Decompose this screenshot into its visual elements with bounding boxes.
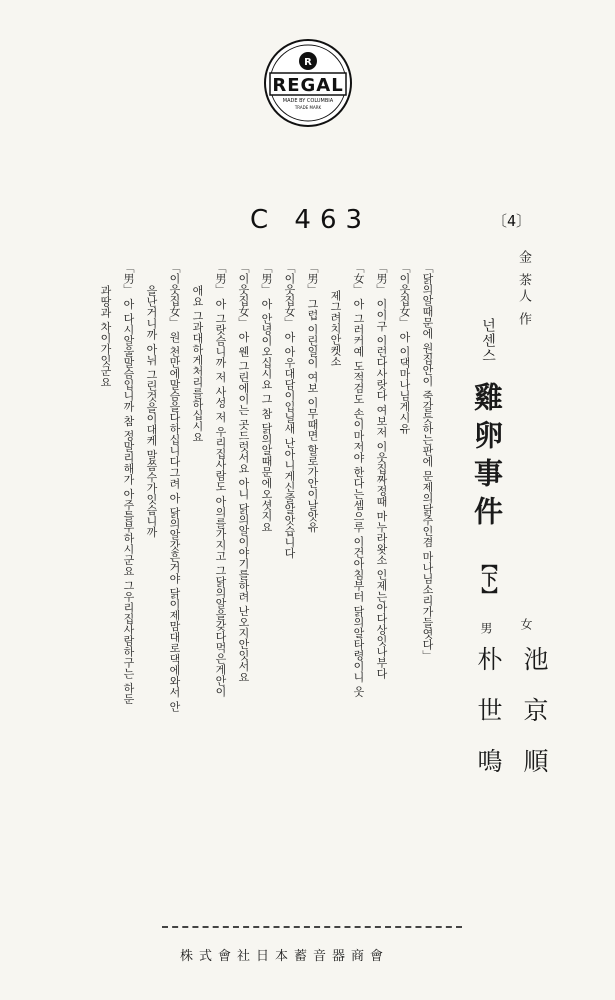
logo-subline-2: TRADE MARK [294,105,322,110]
script-line: 「女」 아 그러커예 도적검도 손이마저야 한다는셈으루 이건아침부터 닭의알타령이니 웃 [352,262,365,697]
footer-divider [162,926,462,928]
cast-name-male: 朴世鳴 [474,646,503,799]
script-line: 「이웃집女」 아 웬 그린에이는 곳드럿서요 아니 닭의알이야기를하려 난오지안잇서요 [237,262,250,683]
genre-label: 넌센스 [480,318,496,363]
publisher-name: 株式會社日本蓄音器商會 [180,949,390,964]
script-line: 「男」 그럽 이린일이 여보 이무때면 할로가안이날앗유 [306,262,319,533]
script-line: 「男」 아 그랏슴니까 저 사성 저 우리집사람도 아의를가지고 그닭의알을갖다먹은게안이 [214,262,227,697]
script-line: 「男」 아 다시알울말슴입니까 참 정말리해가 아주틀부하시군요 그우리집사람하구는 하둔 [122,262,135,705]
cast-role-male: 男 [479,622,493,634]
script-line: 「이웃집女」 원 천만에말슴을다하십니다그려 아 닭의알갓흔거야 닭이제맘대로댁에와서 안 [168,262,181,712]
cast-name-female: 池京順 [520,646,549,799]
regal-logo [263,38,353,128]
script-line: 을난거니까 아뉘 그린것을이대케 말씀수가잇슴니까 [145,285,158,538]
script-line: 「이웃집女」 아 이댁마나님게시유 [398,262,411,434]
work-title: 雞卵事件 [470,382,504,534]
script-line: 과땅과 차이가잇군요 [99,285,112,388]
catalog-number: C 463 [250,205,372,235]
script-line: 「이웃집女」 아 아우대담이입닐새 난아니게신줄알앗습니다 [283,262,296,559]
script-line: 제그려치안켓소 [329,290,342,367]
cast-role-female: 女 [519,618,533,630]
script-line: 「男」 아 안녕이오십시요 그 참 닭의알때문에오셧지요 [260,262,273,533]
script-line: 「닭의알때문에 원집안이 죽갈듯하는판에 문제의닭주인겸 마나님소리가들엿다」 [421,262,434,661]
part-marker: 【下】 [479,555,498,603]
author-credit: 金 茶人 作 [516,250,531,329]
logo-mark: R [304,57,312,68]
script-line: 애요 그과대하게처리를하십시요 [191,285,204,443]
page-marker: 〔4〕 [492,212,532,230]
logo-brand: REGAL [272,75,344,96]
logo-subline-1: MADE BY COLUMBIA [282,98,334,104]
script-line: 「男」 이이구 이런다사랏다 여보저 이웃집짜정때 마누라왓소 인제는아다상잇나부다 [375,262,388,679]
